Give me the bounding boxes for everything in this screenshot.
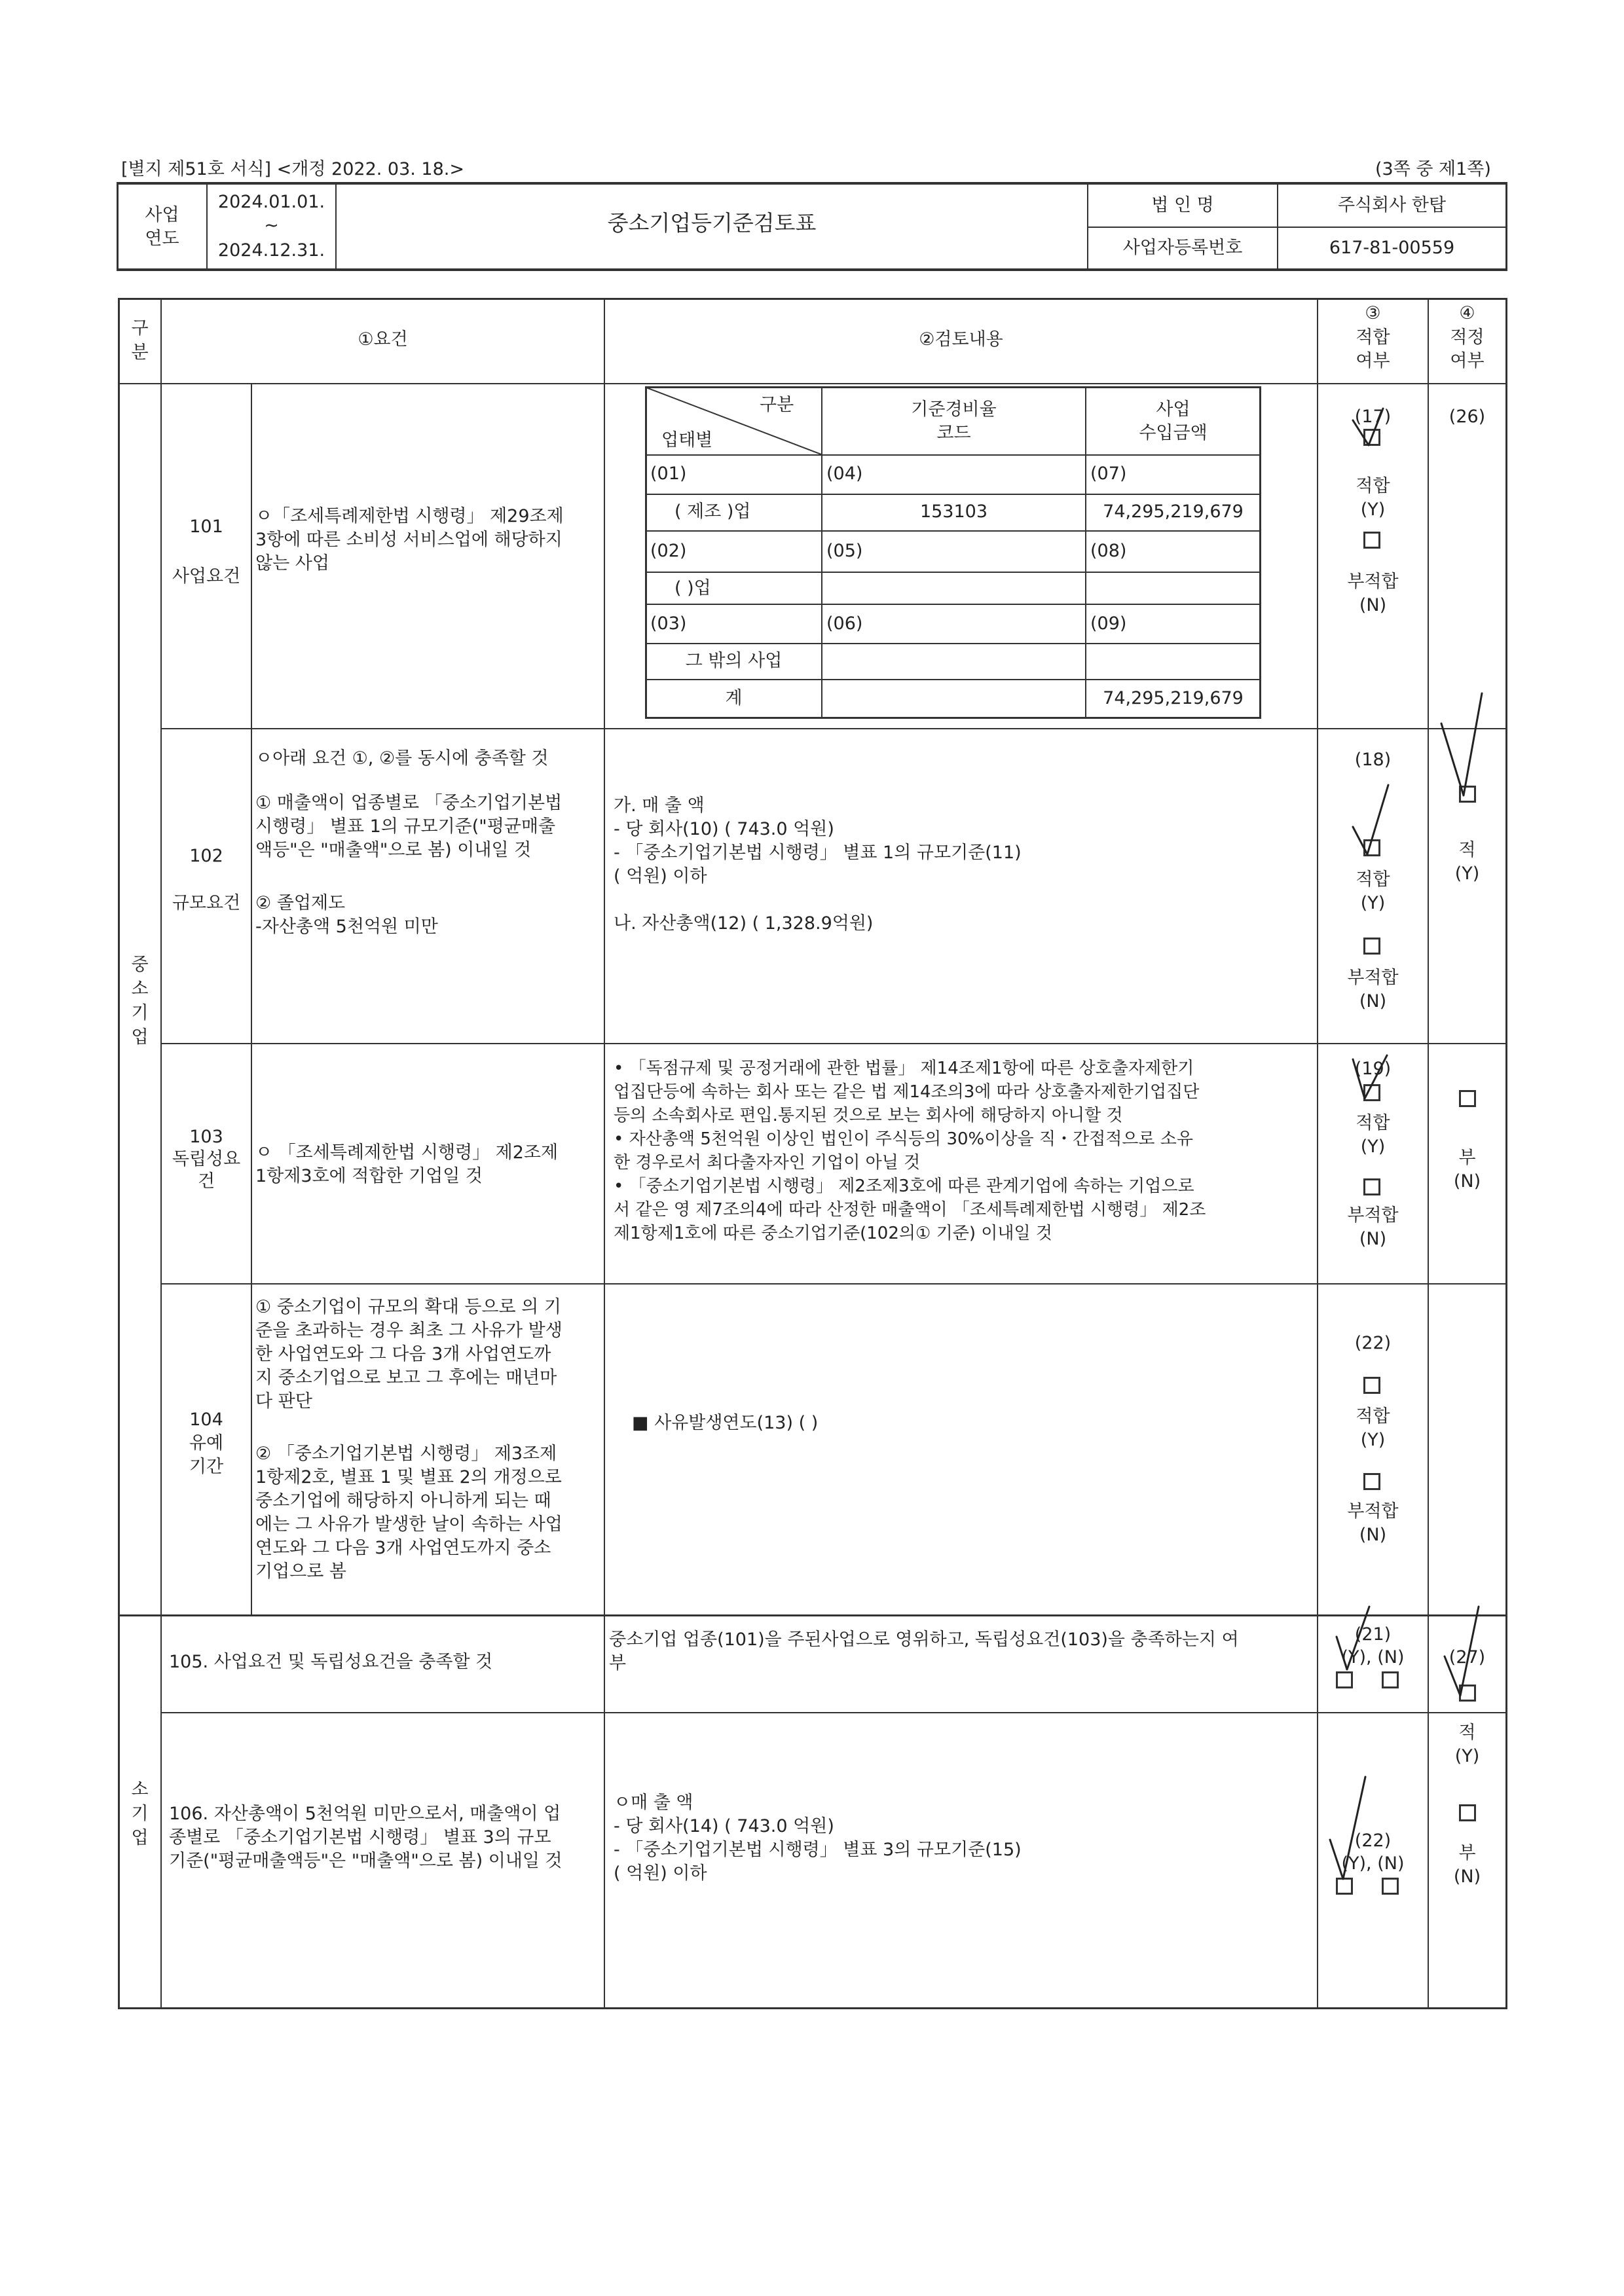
row-103-review: • 자산총액 5천억원 이상인 법인이 주식등의 30%이상을 직・간접적으로 소유: [614, 1129, 1194, 1149]
row-104-requirement-1: 한 사업연도와 그 다음 3개 사업연도까: [255, 1344, 551, 1364]
row-101-fit-y: (Y): [1360, 500, 1386, 520]
row-101-name: 사업요건: [172, 566, 241, 587]
side-label-sme: 업: [131, 1027, 149, 1048]
row-103-review: 서 같은 영 제7조의4에 따라 산정한 매출액이 「조세특례제한법 시행령」 제2조: [614, 1200, 1206, 1220]
header-top-border: [117, 182, 1507, 185]
row-102-requirement-2: -자산총액 5천억원 미만: [255, 917, 438, 937]
side-label-small: 소: [131, 1779, 149, 1800]
row-104-unfit-checkbox[interactable]: [1363, 1473, 1380, 1490]
industry-header-code: 코드: [936, 423, 971, 443]
row-104-fit-checkbox[interactable]: [1363, 1377, 1380, 1394]
row-102-review: 가. 매 출 액: [614, 795, 705, 816]
row-101-requirement: 않는 사업: [255, 553, 329, 574]
industry-cell: (08): [1090, 541, 1127, 561]
corp-name-value: 주식회사 한탑: [1337, 195, 1447, 215]
row-104-name: 유예: [189, 1433, 224, 1453]
industry-cell: 153103: [919, 501, 988, 522]
row-105-no-checkbox[interactable]: [1382, 1671, 1399, 1688]
industry-header-amount: 사업: [1156, 399, 1190, 420]
row-102-requirement-1: 액등"은 "매출액"으로 봄) 이내일 것: [255, 840, 532, 860]
row-103-name: 건: [197, 1171, 215, 1192]
industry-row-divider: [646, 454, 1260, 456]
row-104-requirement-2: ② 「중소기업기본법 시행령」 제3조제: [255, 1444, 557, 1464]
row-102-review: - 「중소기업기본법 시행령」 별표 1의 규모기준(11): [614, 843, 1022, 863]
row-102-review: ( 억원) 이하: [614, 866, 707, 886]
row-101-proper-number: (26): [1449, 407, 1486, 427]
row-103-fit-checkbox[interactable]: [1363, 1084, 1380, 1101]
row-102-review: - 당 회사(10) ( 743.0 억원): [614, 819, 834, 839]
row-divider: [162, 1712, 1506, 1713]
row-divider: [162, 728, 1506, 729]
row-106-no-checkbox[interactable]: [1382, 1878, 1399, 1895]
side-label-small: 업: [131, 1828, 149, 1848]
row-101-requirement: ㅇ「조세특례제한법 시행령」 제29조제: [255, 506, 564, 526]
row-106-requirement: 106. 자산총액이 5천억원 미만으로서, 매출액이 업: [169, 1804, 561, 1824]
industry-cell: (07): [1090, 464, 1127, 484]
row-104-requirement-1: ① 중소기업이 규모의 확대 등으로 의 기: [255, 1297, 561, 1317]
row-101-item-number: (17): [1354, 407, 1392, 427]
row-102-intro: ㅇ아래 요건 ①, ②를 동시에 충족할 것: [255, 748, 549, 769]
row-104-requirement-1: 지 중소기업으로 보고 그 후에는 매년마: [255, 1368, 557, 1388]
row-106-requirement: 종별로 「중소기업기본법 시행령」 별표 3의 규모: [169, 1827, 551, 1848]
row-104-review: ■ 사유발생연도(13) ( ): [632, 1413, 819, 1433]
form-title: 중소기업등기준검토표: [607, 210, 817, 236]
row-divider: [162, 1283, 1506, 1285]
industry-row-divider: [646, 572, 1260, 573]
row-102-name: 규모요건: [172, 893, 241, 913]
row-102-requirement-1: 시행령」 별표 1의 규모기준("평균매출: [255, 816, 556, 837]
row-104-fit-label: 적합: [1356, 1406, 1390, 1427]
industry-cell: (04): [826, 464, 863, 484]
row-105-item-number: (21): [1354, 1624, 1392, 1645]
row-102-requirement-1: ① 매출액이 업종별로 「중소기업기본법: [255, 793, 563, 813]
col-fit-number: ③: [1365, 303, 1381, 323]
row-105-proper-checkbox[interactable]: [1459, 1685, 1476, 1702]
col-divider: [251, 383, 252, 1615]
row-104-requirement-2: 중소기업에 해당하지 아니하게 되는 때: [255, 1491, 551, 1511]
industry-cell-other: 그 밖의 사업: [685, 651, 783, 671]
row-104-requirement-2: 연도와 그 다음 3개 사업연도까지 중소: [255, 1538, 551, 1558]
page-indicator: (3쪽 중 제1쪽): [1375, 159, 1491, 179]
row-104-unfit-label: 부적합: [1347, 1501, 1399, 1522]
main-right-border: [1505, 298, 1507, 2009]
row-103-requirement: ㅇ 「조세특례제한법 시행령」 제2조제: [255, 1142, 559, 1163]
row-105-review: 부: [609, 1653, 627, 1673]
row-106-requirement: 기준("평균매출액등"은 "매출액"으로 봄) 이내일 것: [169, 1851, 563, 1871]
row-105-requirement: 105. 사업요건 및 독립성요건을 충족할 것: [169, 1652, 493, 1672]
col-proper-number: ④: [1459, 303, 1475, 323]
main-bottom-border: [118, 2007, 1507, 2009]
industry-cell-total: 74,295,219,679: [1103, 688, 1244, 708]
side-label-sme: 소: [131, 979, 149, 999]
row-105-yes-checkbox[interactable]: [1336, 1671, 1353, 1688]
row-102-fit-label: 적합: [1356, 869, 1390, 890]
section-divider: [119, 1614, 1506, 1616]
period-start: 2024.01.01.: [217, 192, 325, 212]
industry-row-divider: [646, 604, 1260, 605]
row-103-name: 독립성요: [172, 1149, 241, 1169]
side-label-sme: 중: [131, 955, 149, 975]
row-106-improper-n: (N): [1453, 1867, 1481, 1887]
fiscal-year-label: 연도: [145, 228, 179, 249]
col-gubun: 분: [131, 342, 149, 363]
row-102-fit-checkbox[interactable]: [1363, 839, 1380, 856]
industry-row-divider: [646, 679, 1260, 680]
industry-header-industry: 업태별: [661, 430, 713, 450]
col-fit-label: 여부: [1356, 351, 1390, 371]
col-proper-label: 여부: [1450, 351, 1485, 371]
industry-cell: (01): [650, 464, 687, 484]
row-103-unfit-n: (N): [1359, 1229, 1387, 1249]
row-101-requirement: 3항에 따른 소비성 서비스업에 해당하지: [255, 530, 563, 550]
header-row-divider: [1087, 227, 1506, 228]
form-number: [별지 제51호 서식] <개정 2022. 03. 18.>: [121, 159, 464, 179]
col-proper-label: 적정: [1450, 327, 1485, 348]
row-104-item-number: (22): [1354, 1333, 1392, 1353]
row-102-item-number: (18): [1354, 750, 1392, 770]
row-103-requirement: 1항제3호에 적합한 기업일 것: [255, 1166, 483, 1186]
industry-cell: 74,295,219,679: [1103, 501, 1244, 522]
row-103-number: 103: [189, 1127, 223, 1147]
row-101-unfit-checkbox[interactable]: [1363, 532, 1380, 549]
row-101-unfit-label: 부적합: [1347, 572, 1399, 592]
industry-cell: ( 제조 )업: [674, 501, 751, 522]
row-104-requirement-1: 준을 초과하는 경우 최초 그 사유가 발생: [255, 1321, 563, 1341]
industry-cell-total-label: 계: [725, 688, 743, 708]
row-106-improper-label: 부: [1458, 1843, 1476, 1863]
fiscal-year-label: 사업: [145, 205, 179, 225]
row-102-proper-checkbox[interactable]: [1459, 786, 1476, 803]
side-label-small: 기: [131, 1804, 149, 1824]
row-104-fit-y: (Y): [1360, 1430, 1386, 1450]
industry-cell: (05): [826, 541, 863, 561]
bizno-value: 617-81-00559: [1329, 238, 1455, 258]
row-101-fit-label: 적합: [1356, 476, 1390, 496]
row-106-review: - 「중소기업기본법 시행령」 별표 3의 규모기준(15): [614, 1840, 1022, 1860]
row-102-unfit-n: (N): [1359, 991, 1387, 1011]
col-fit-label: 적합: [1356, 327, 1390, 348]
row-106-yn-label: (Y), (N): [1341, 1853, 1405, 1874]
col-review: ②검토내용: [919, 329, 1003, 350]
row-106-review: - 당 회사(14) ( 743.0 억원): [614, 1816, 834, 1836]
row-101-number: 101: [189, 517, 223, 537]
row-104-requirement-2: 기업으로 봄: [255, 1561, 346, 1582]
row-106-yes-checkbox[interactable]: [1336, 1878, 1353, 1895]
row-102-requirement-2: ② 졸업제도: [255, 893, 346, 913]
row-103-proper-checkbox[interactable]: [1459, 1090, 1476, 1107]
industry-cell: ( )업: [674, 578, 711, 598]
row-103-review: • 「독점규제 및 공정거래에 관한 법률」 제14조제1항에 따른 상호출자제한기: [614, 1059, 1194, 1078]
row-102-unfit-label: 부적합: [1347, 968, 1399, 988]
industry-cell: (03): [650, 613, 687, 634]
row-divider: [162, 1043, 1506, 1044]
industry-row-divider: [646, 530, 1260, 532]
row-103-fit-y: (Y): [1360, 1137, 1386, 1157]
main-left-border: [118, 298, 120, 2009]
industry-cell: (02): [650, 541, 687, 561]
row-102-review-asset: 나. 자산총액(12) ( 1,328.9억원): [614, 913, 874, 934]
row-102-fit-y: (Y): [1360, 893, 1386, 913]
row-102-proper-label: 적: [1458, 840, 1476, 860]
industry-header-code: 기준경비율: [911, 399, 997, 420]
bizno-label: 사업자등록번호: [1122, 238, 1243, 258]
row-104-requirement-2: 에는 그 사유가 발생한 날이 속하는 사업: [255, 1514, 563, 1535]
period-separator: ~: [264, 215, 279, 236]
header-bottom-border: [117, 268, 1507, 271]
row-104-requirement-2: 1항제2호, 별표 1 및 별표 2의 개정으로: [255, 1467, 562, 1487]
row-103-unfit-checkbox[interactable]: [1363, 1178, 1380, 1195]
row-104-name: 기간: [189, 1457, 224, 1477]
row-105-review: 중소기업 업종(101)을 주된사업으로 영위하고, 독립성요건(103)을 충족하는지 여: [609, 1630, 1239, 1650]
row-103-proper-n: (N): [1453, 1171, 1481, 1192]
row-102-number: 102: [189, 846, 223, 866]
industry-row-divider: [646, 643, 1260, 644]
row-106-review: ( 억원) 이하: [614, 1863, 707, 1884]
row-106-review: ㅇ매 출 액: [614, 1793, 693, 1813]
row-106-item-number: (22): [1354, 1831, 1392, 1851]
row-103-proper-label: 부: [1458, 1148, 1476, 1168]
row-102-unfit-checkbox[interactable]: [1363, 938, 1380, 955]
column-header-bottom: [119, 383, 1506, 384]
industry-cell: (06): [826, 613, 863, 634]
col-gubun: 구: [131, 318, 149, 338]
row-103-review: 제1항제1호에 따른 중소기업기준(102의① 기준) 이내일 것: [614, 1224, 1052, 1243]
industry-row-divider: [646, 494, 1260, 495]
row-105-yn-label: (Y), (N): [1341, 1647, 1405, 1667]
row-104-unfit-n: (N): [1359, 1525, 1387, 1545]
row-104-requirement-1: 다 판단: [255, 1391, 312, 1412]
row-105-proper-number: (27): [1449, 1647, 1486, 1667]
col-divider: [604, 299, 605, 2008]
row-103-review: 업집단등에 속하는 회사 또는 같은 법 제14조의3에 따라 상호출자제한기업집단: [614, 1082, 1200, 1102]
row-106-proper-y: (Y): [1454, 1746, 1480, 1766]
row-103-unfit-label: 부적합: [1347, 1205, 1399, 1226]
corp-name-label: 법 인 명: [1151, 195, 1214, 215]
side-label-sme: 기: [131, 1003, 149, 1023]
row-101-fit-checkbox[interactable]: [1363, 429, 1380, 446]
row-103-review: 등의 소속회사로 편입.통지된 것으로 보는 회사에 해당하지 아니할 것: [614, 1106, 1123, 1125]
industry-header-gubun: 구분: [760, 395, 794, 415]
row-102-proper-y: (Y): [1454, 864, 1480, 884]
industry-cell: (09): [1090, 613, 1127, 634]
period-end: 2024.12.31.: [217, 240, 325, 261]
row-104-number: 104: [189, 1410, 223, 1430]
row-103-review: • 「중소기업기본법 시행령」 제2조제3호에 따른 관계기업에 속하는 기업으로: [614, 1176, 1194, 1196]
row-106-proper-checkbox[interactable]: [1459, 1804, 1476, 1821]
row-106-proper-label: 적: [1458, 1722, 1476, 1743]
row-101-unfit-n: (N): [1359, 595, 1387, 615]
row-103-item-number: (19): [1354, 1059, 1392, 1079]
row-103-fit-label: 적합: [1356, 1113, 1390, 1133]
col-requirement: ①요건: [358, 329, 408, 350]
main-top-border: [118, 298, 1507, 300]
industry-header-amount: 수입금액: [1139, 423, 1208, 443]
row-103-review: 한 경우로서 최다출자자인 기업이 아닐 것: [614, 1153, 921, 1173]
